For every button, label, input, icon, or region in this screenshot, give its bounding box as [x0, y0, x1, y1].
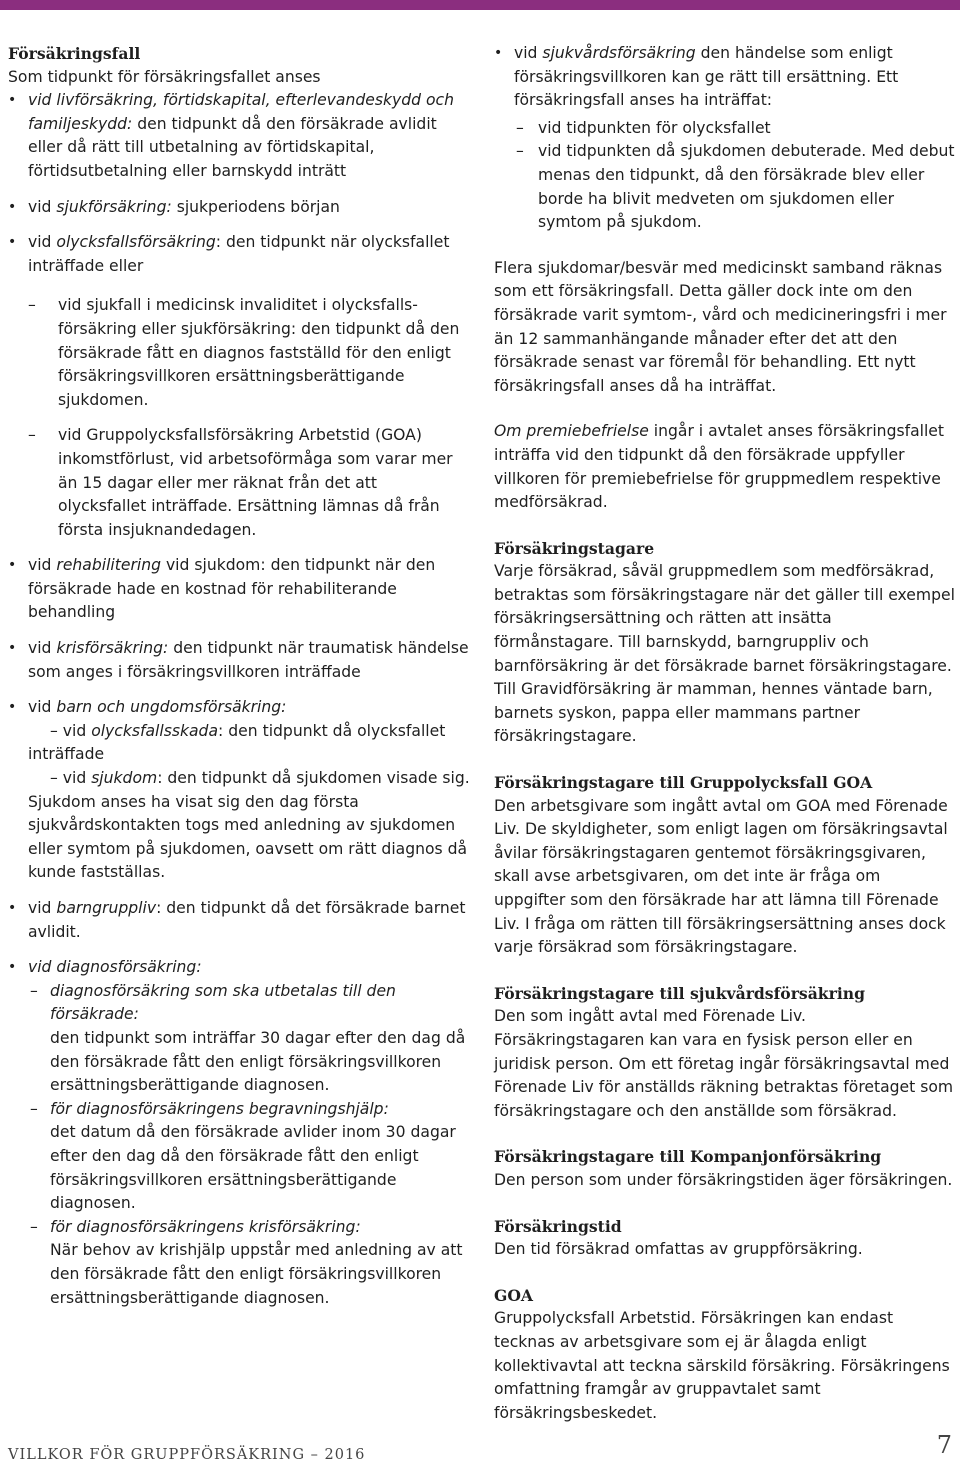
list-item: • vid sjukvårdsförsäkring den händelse som enligt försäkringsvillkoren kan ge rätt till ersättning. Ett försäkringsfall anses ha inträffat: — [494, 42, 956, 113]
section-heading: Försäkringstagare — [494, 538, 655, 558]
sub-text: den tidpunkt som inträffar 30 dagar efter den dag då den försäkrade fått den enligt försäkringsvillkoren ersättningsberättigande diagnosen. — [50, 1028, 466, 1095]
section-text: Den tid försäkrad omfattas av gruppförsäkring. — [494, 1240, 863, 1259]
accent-bar — [0, 0, 960, 10]
section-heading: Försäkringstid — [494, 1216, 622, 1236]
sub-item: – vid olycksfallsskada: den tidpunkt då olycksfallet inträffade — [28, 721, 446, 764]
dash-item: – vid sjukfall i medicinsk invaliditet i olycksfalls-försäkring eller sjukförsäkring: den tidpunkt då den försäkrade fått en diagnos fastställd för den enligt försäkringsvillkoren ersättningsberättigande sjukdomen. — [8, 294, 470, 412]
paragraph: Om premiebefrielse ingår i avtalet anses försäkringsfallet inträffa vid den tidpunkt då den försäkrade uppfyller villkoren för premiebefrielse för gruppmedlem respektive medförsäkrad. — [494, 422, 945, 512]
list-item: • vid livförsäkring, förtidskapital, efterlevandeskydd och familjeskydd: den tidpunkt då den försäkrade avlidit eller då rätt till utbetalning av förtidskapital, förtidsutbetalning eller barnskydd inträtt — [8, 89, 470, 183]
list-item: • vid barn och ungdomsförsäkring: – vid olycksfallsskada: den tidpunkt då olycksfallet inträffade – vid sjukdom: den tidpunkt då sjukdomen visade sig. Sjukdom anses ha visat sig den dag första sjukvårdskontakten togs med anledning av sjukdomen eller symtom på sjukdomen, oavsett om rätt diagnos då kunde fastställas. — [8, 696, 470, 885]
heading-forsakringsfall: Försäkringsfall — [8, 44, 141, 63]
intro-text: Som tidpunkt för försäkringsfallet anses — [8, 67, 321, 86]
right-column — [494, 42, 956, 1447]
sub-item: – för diagnosförsäkringens begravningshjälp: — [8, 1098, 470, 1122]
section-text: Gruppolycksfall Arbetstid. Försäkringen kan endast tecknas av arbetsgivare som ej är ålagda enligt kollektivavtal att teckna särskild försäkring. Försäkringens omfattning framgår av gruppavtalet samt försäkringsbeskedet. — [494, 1309, 950, 1422]
sub-item: – för diagnosförsäkringens krisförsäkring: — [8, 1216, 470, 1240]
section-heading: Försäkringstagare till Kompanjonförsäkring — [494, 1147, 882, 1167]
dash-item: – vid tidpunkten då sjukdomen debuterade. Med debut menas den tidpunkt, då den försäkrade blev eller borde ha blivit medveten om sjukdomen eller symtom på sjukdom. — [494, 140, 956, 234]
section — [494, 537, 956, 749]
sub-text: det datum då den försäkrade avlider inom 30 dagar efter den dag då den försäkrade fått den enligt försäkringsvillkoren ersättningsberättigande diagnosen. — [50, 1123, 456, 1213]
section — [494, 982, 956, 1124]
left-column — [8, 42, 470, 1310]
dash-item: – vid tidpunkten för olycksfallet — [494, 117, 956, 141]
list-item: • vid olycksfallsförsäkring: den tidpunkt när olycksfallet inträffade eller — [8, 231, 470, 278]
sub-item: – diagnosförsäkring som ska utbetalas till den försäkrade: — [8, 980, 470, 1027]
section-heading: Försäkringstagare till Gruppolycksfall GOA — [494, 773, 873, 793]
section-text: Den person som under försäkringstiden äger försäkringen. — [494, 1170, 953, 1189]
section-heading: Försäkringstagare till sjukvårdsförsäkring — [494, 983, 865, 1003]
section — [494, 1284, 956, 1426]
section-text: Den arbetsgivare som ingått avtal om GOA med Förenade Liv. De skyldigheter, som enligt lagen om försäkringsavtal åvilar försäkringstagaren gentemot försäkringsgivaren, skall avse arbetsgivaren, om det inte är fråga om uppgifter som den försäkrade har att lämna till Förenade Liv. I fråga om rätten till försäkringsersättning anses dock varje försäkrad som försäkringstagare. — [494, 796, 948, 957]
section-text: Den som ingått avtal med Förenade Liv. Försäkringstagaren kan vara en fysisk person eller en juridisk person. Om ett företag ingår försäkringsavtal med Förenade Liv för anställds räkning betraktas företaget som försäkringstagare och den anställde som försäkrad. — [494, 1007, 954, 1120]
list-item: • vid krisförsäkring: den tidpunkt när traumatisk händelse som anges i försäkringsvillkoren inträffade — [8, 637, 470, 684]
list-item: • vid diagnosförsäkring: – diagnosförsäkring som ska utbetalas till den försäkrade: den tidpunkt som inträffar 30 dagar efter den dag då den försäkrade fått den enligt försäkringsvillkoren ersättningsberättigande diagnosen. – för diagnosförsäkringens begravningshjälp: det datum då den försäkrade avlider inom 30 dagar efter den dag då den försäkrade fått den enligt försäkringsvillkoren ersättningsberättigande diagnosen. – för diagnosförsäkringens krisförsäkring: När behov av krishjälp uppstår med anledning av att den försäkrade fått den enligt försäkringsvillkoren ersättningsberättigande diagnosen. — [8, 956, 470, 1310]
paragraph: Flera sjukdomar/besvär med medicinskt samband räknas som ett försäkringsfall. Detta gäller dock inte om den försäkrade varit symtom-, vård och medicineringsfri i mer än 12 sammanhängande månader efter det att den försäkrade senast var föremål för behandling. Ett nytt försäkringsfall anses då ha inträffat. — [494, 258, 947, 395]
sub-item: – vid sjukdom: den tidpunkt då sjukdomen visade sig. Sjukdom anses ha visat sig den dag första sjukvårdskontakten togs med anledning av sjukdomen eller symtom på sjukdomen, oavsett om rätt diagnos då kunde fastställas. — [28, 769, 470, 882]
footer-label: VILLKOR FÖR GRUPPFÖRSÄKRING – 2016 — [8, 1447, 366, 1463]
section — [494, 1215, 956, 1262]
list-item: • vid sjukförsäkring: sjukperiodens början — [8, 196, 470, 220]
list-item: • vid rehabilitering vid sjukdom: den tidpunkt när den försäkrade hade en kostnad för rehabiliterande behandling — [8, 554, 470, 625]
section-text: Varje försäkrad, såväl gruppmedlem som medförsäkrad, betraktas som försäkringstagare när det gäller till exempel försäkringsersättning och rätten att insätta förmånstagare. Till barnskydd, barngruppliv och barnförsäkring är det försäkrade barnet försäkringstagare. Till Gravidförsäkring är mamman, hennes väntade barn, barnets syskon, pappa eller mammans partner försäkringstagare. — [494, 562, 955, 746]
page-number: 7 — [936, 1431, 952, 1459]
sub-text: När behov av krishjälp uppstår med anledning av att den försäkrade fått den enligt försäkringsvillkoren ersättningsberättigande diagnosen. — [50, 1241, 463, 1307]
list-item: • vid barngruppliv: den tidpunkt då det försäkrade barnet avlidit. — [8, 897, 470, 944]
section — [494, 1145, 956, 1192]
section-heading: GOA — [494, 1285, 533, 1305]
section — [494, 771, 956, 960]
dash-item: – vid Gruppolycksfallsförsäkring Arbetstid (GOA) inkomstförlust, vid arbetsoförmåga som varar mer än 15 dagar eller mer räknat från det att olycksfallet inträffade. Ersättning lämnas då från första insjuknandedagen. — [8, 424, 470, 542]
